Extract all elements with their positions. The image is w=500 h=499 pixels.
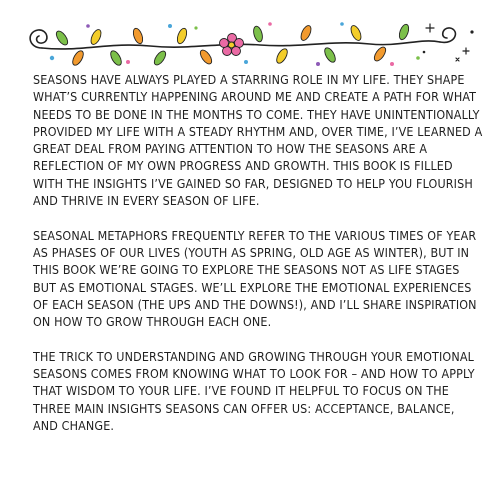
- paragraph-metaphors: SEASONAL METAPHORS FREQUENTLY REFER TO THE VARIOUS TIMES OF YEAR AS PHASES OF OUR LIVES (YOUTH AS SPRING, OLD AGE AS WINTER), BUT IN THIS BOOK WE’RE GOING TO EXPLORE THE SEASONS NOT AS LIFE STAGES BUT AS EMOTIONAL STAGES. WE’LL EXPLORE THE EMOTIONAL EXPERIENCES OF EACH SEASON (THE UPS AND THE DOWNS!), AND I’LL SHARE INSPIRATION ON HOW TO GROW THROUGH EACH ONE.: [33, 227, 477, 330]
- paragraph-trick: THE TRICK TO UNDERSTANDING AND GROWING THROUGH YOUR EMOTIONAL SEASONS COMES FROM KNOWING WHAT TO LOOK FOR – AND HOW TO APPLY THAT WISDOM TO YOUR LIFE. I’VE FOUND IT HELPFUL TO FOCUS ON THE THREE MAIN INSIGHTS SEASONS CAN OFFER US: ACCEPTANCE, BALANCE, AND CHANGE.: [33, 348, 475, 433]
- paragraph-intro: SEASONS HAVE ALWAYS PLAYED A STARRING ROLE IN MY LIFE. THEY SHAPE WHAT’S CURRENTLY HAPPENING AROUND ME AND CREATE A PATH FOR WHAT NEEDS TO BE DONE IN THE MONTHS TO COME. THEY HAVE UNINTENTIONALLY PROVIDED MY LIFE WITH A STEADY RHYTHM AND, OVER TIME, I’VE LEARNED A GREAT DEAL FROM PAYING ATTENTION TO HOW THE SEASONS ARE A REFLECTION OF MY OWN PROGRESS AND GROWTH. THIS BOOK IS FILLED WITH THE INSIGHTS I’VE GAINED SO FAR, DESIGNED TO HELP YOU FLOURISH AND THRIVE IN EVERY SEASON OF LIFE.: [33, 72, 483, 209]
- body-text: [33, 71, 483, 434]
- floral-vine-icon: [20, 18, 480, 68]
